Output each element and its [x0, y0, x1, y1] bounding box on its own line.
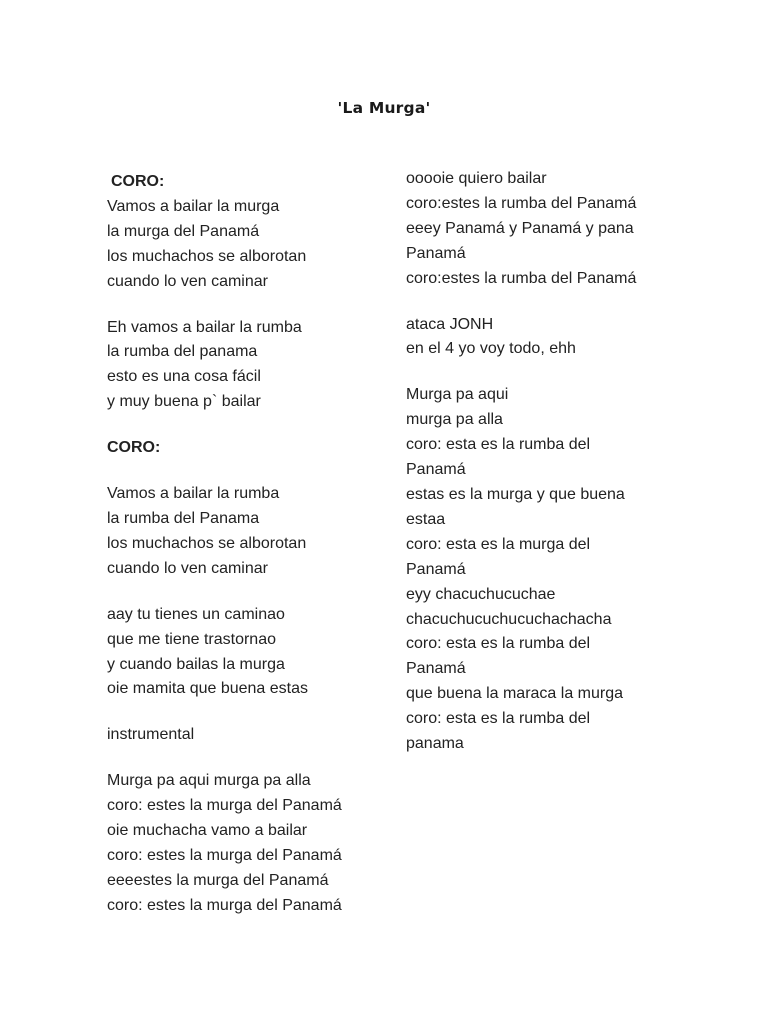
stanza-2 — [107, 316, 377, 416]
lyric-line: eeey Panamá y Panamá y pana — [406, 219, 634, 237]
lyric-line: oie mamita que buena estas — [107, 680, 309, 698]
lyric-line: chacuchucuchucuchachacha — [406, 610, 612, 628]
stanza-coro-label — [107, 436, 377, 461]
lyric-line: Murga pa aqui murga pa alla — [107, 772, 311, 790]
stanza-r3 — [406, 383, 666, 757]
lyric-line: Vamos a bailar la rumba — [107, 485, 280, 503]
lyric-line: y muy buena p` bailar — [107, 393, 261, 411]
left-column — [107, 170, 377, 940]
coro-label: CORO: — [107, 439, 161, 457]
lyric-line: y cuando bailas la murga — [107, 655, 285, 673]
lyric-line: Panamá — [406, 461, 466, 479]
lyric-line: los muchachos se alborotan — [107, 534, 307, 552]
lyric-line: coro: esta es la rumba del — [406, 436, 591, 454]
lyric-line: estaa — [406, 510, 446, 528]
lyric-line: Murga pa aqui — [406, 386, 509, 404]
lyric-line: la murga del Panamá — [107, 222, 260, 240]
lyric-line: coro: estes la murga del Panamá — [107, 896, 342, 914]
lyric-line: que me tiene trastornao — [107, 630, 276, 648]
stanza-4 — [107, 482, 377, 582]
lyric-line: Panamá — [406, 244, 466, 262]
lyric-line: cuando lo ven caminar — [107, 559, 268, 577]
lyric-line: que buena la maraca la murga — [406, 685, 624, 703]
lyric-line: la rumba del Panama — [107, 509, 260, 527]
stanza-r2 — [406, 313, 666, 363]
lyric-line: la rumba del panama — [107, 343, 258, 361]
lyric-line: en el 4 yo voy todo, ehh — [406, 340, 576, 358]
lyric-line: coro: esta es la rumba del — [406, 710, 591, 728]
lyric-line: estas es la murga y que buena — [406, 485, 625, 503]
stanza-7 — [107, 769, 377, 918]
lyric-line: ooooie quiero bailar — [406, 170, 547, 187]
lyric-line: eeeestes la murga del Panamá — [107, 871, 329, 889]
lyric-line: coro: estes la murga del Panamá — [107, 797, 342, 815]
lyric-line: coro:estes la rumba del Panamá — [406, 269, 637, 287]
stanza-instrumental — [107, 723, 377, 748]
coro-label: CORO: — [111, 173, 165, 190]
lyric-line: Vamos a bailar la murga — [107, 197, 280, 215]
lyric-line: coro: esta es la murga del — [406, 535, 591, 553]
document-title: 'La Murga' — [337, 99, 431, 117]
lyric-line: murga pa alla — [406, 411, 503, 429]
lyric-line: coro:estes la rumba del Panamá — [406, 194, 637, 212]
lyric-line: esto es una cosa fácil — [107, 368, 261, 386]
lyric-line: Eh vamos a bailar la rumba — [107, 318, 302, 336]
lyric-line: cuando lo ven caminar — [107, 272, 268, 290]
lyric-line: coro: estes la murga del Panamá — [107, 846, 342, 864]
lyric-line: Panamá — [406, 560, 466, 578]
lyric-line: instrumental — [107, 726, 195, 744]
lyric-line: panama — [406, 735, 464, 753]
lyric-line: eyy chacuchucuchae — [406, 585, 556, 603]
lyric-line: aay tu tienes un caminao — [107, 605, 285, 623]
right-column — [406, 167, 666, 778]
lyric-line: coro: esta es la rumba del — [406, 635, 591, 653]
stanza-5 — [107, 603, 377, 703]
stanza-coro-1 — [107, 170, 377, 295]
lyric-line: Panamá — [406, 660, 466, 678]
lyric-line: oie muchacha vamo a bailar — [107, 822, 308, 840]
lyric-line: ataca JONH — [406, 315, 494, 333]
stanza-r1 — [406, 167, 666, 292]
lyric-line: los muchachos se alborotan — [107, 247, 307, 265]
